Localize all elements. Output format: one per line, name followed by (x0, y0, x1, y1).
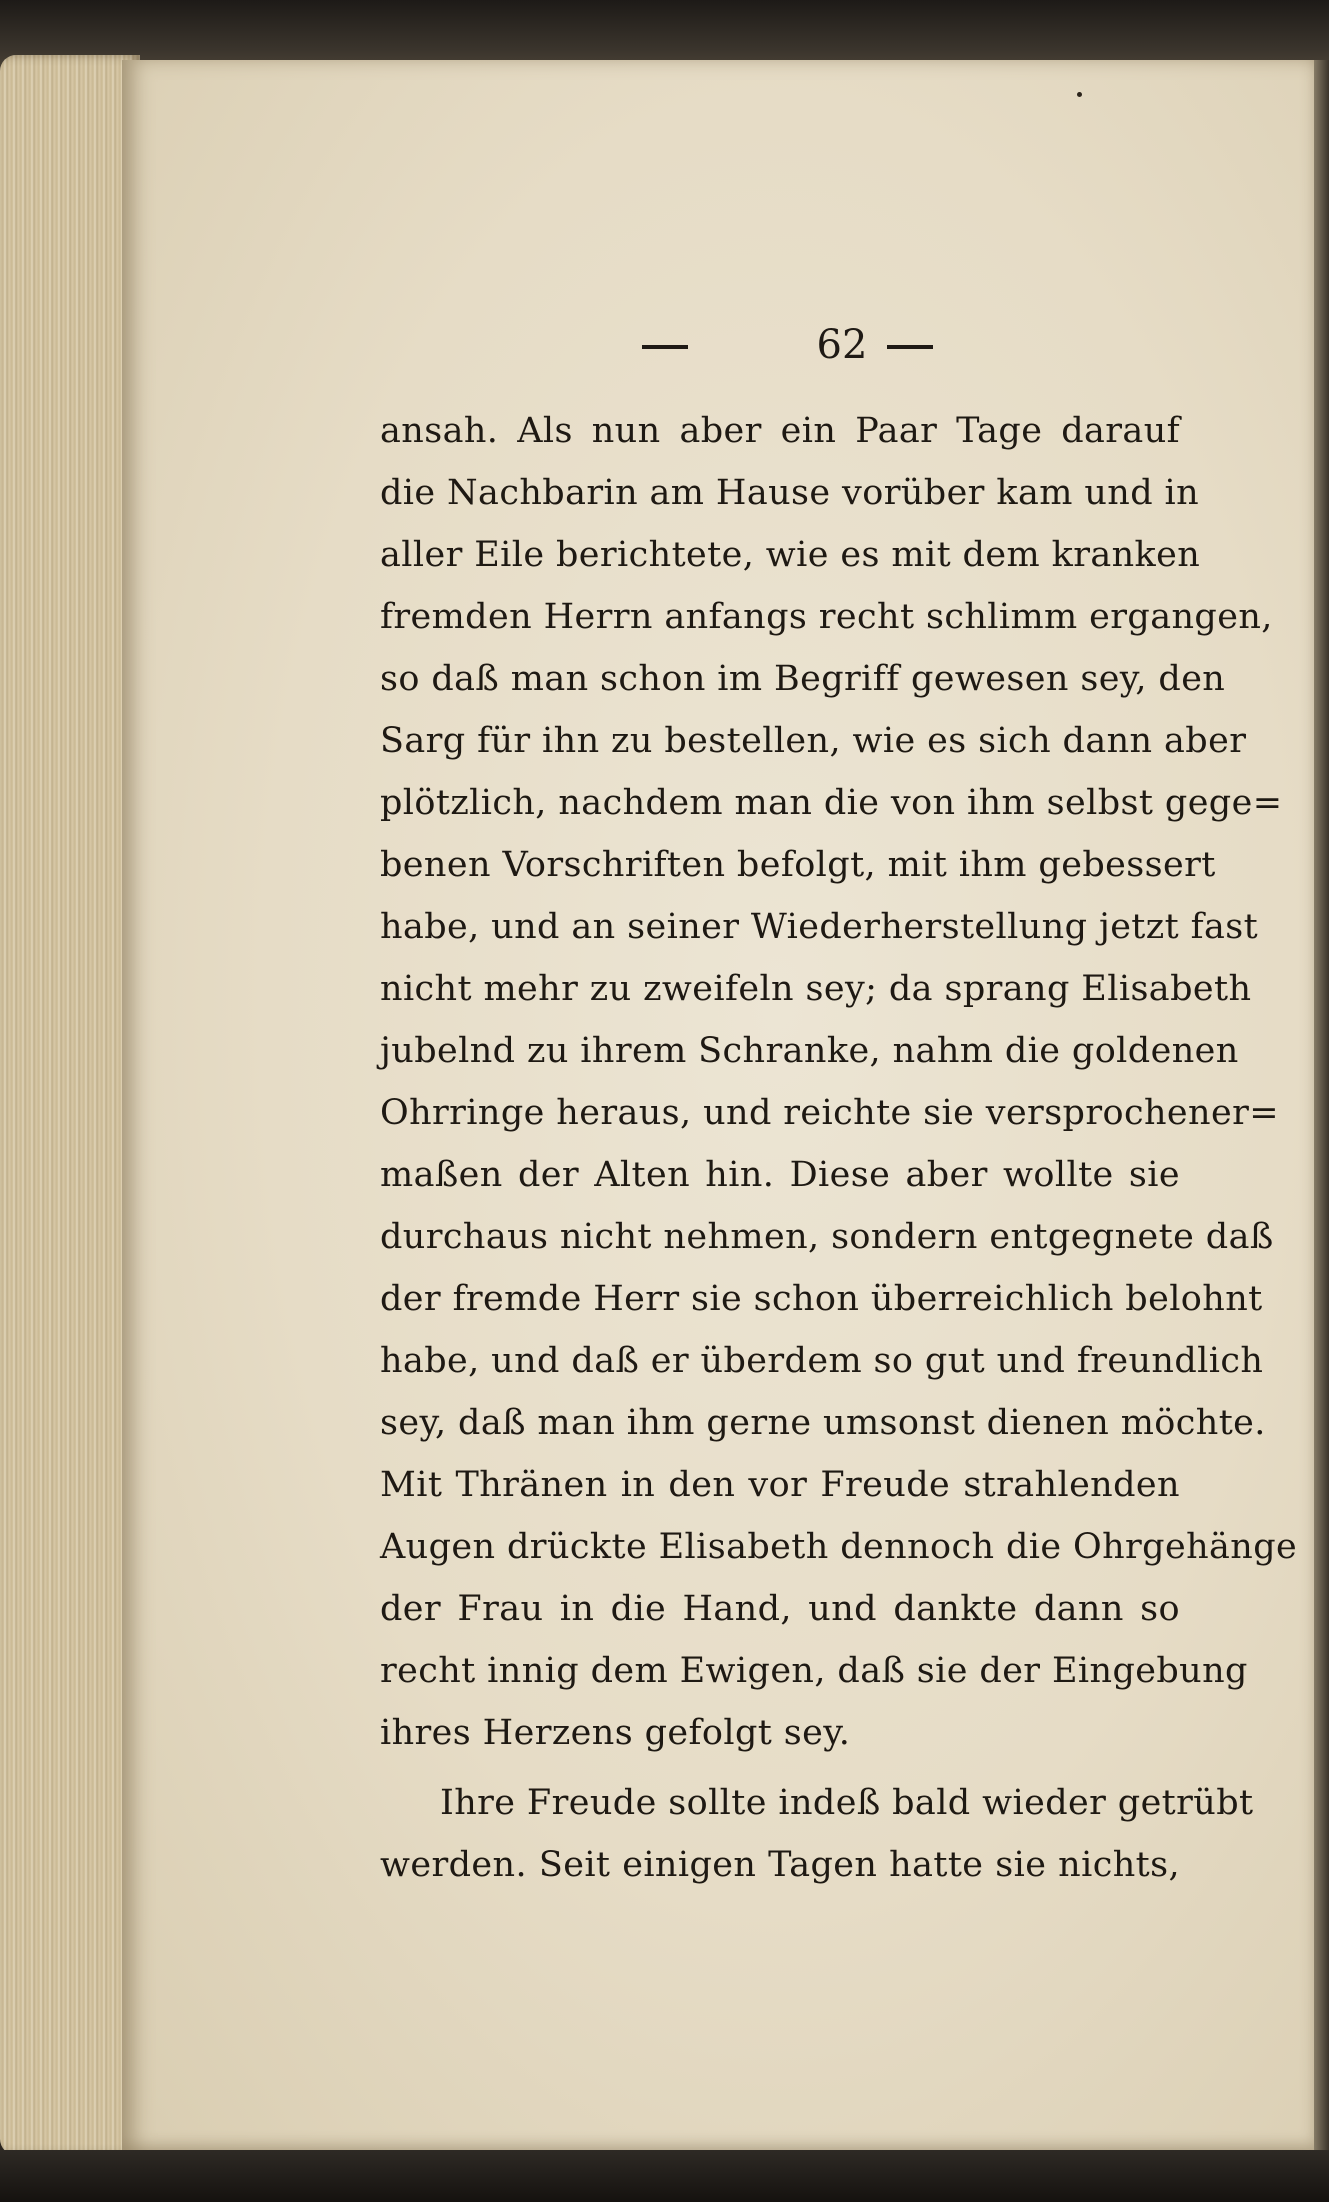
text-line: so daß man schon im Begriff gewesen sey, den (380, 659, 1226, 699)
paragraph-gap (380, 1764, 1180, 1772)
text-line: Augen drückte Elisabeth dennoch die Ohrgehänge (380, 1527, 1298, 1567)
text-line: aller Eile berichtete, wie es mit dem kranken (380, 535, 1201, 575)
text-line: ansah. Als nun aber ein Paar Tage darauf (380, 411, 1180, 451)
page-header (122, 315, 1314, 375)
text-line: habe, und daß er überdem so gut und freundlich (380, 1341, 1264, 1381)
text-line: fremden Herrn anfangs recht schlimm ergangen, (380, 597, 1273, 637)
text-line: der fremde Herr sie schon überreichlich belohnt (380, 1279, 1263, 1319)
left-dash (642, 345, 688, 349)
text-line-paragraph-start: Ihre Freude sollte indeß bald wieder getrübt (440, 1783, 1254, 1823)
text-line: der Frau in die Hand, und dankte dann so (380, 1589, 1180, 1629)
text-line: plötzlich, nachdem man die von ihm selbst gege= (380, 783, 1283, 823)
page-number: 62 (816, 322, 868, 368)
text-line: Sarg für ihn zu bestellen, wie es sich dann aber (380, 721, 1247, 761)
text-line: habe, und an seiner Wiederherstellung jetzt fast (380, 907, 1259, 947)
ink-speck (1077, 92, 1082, 97)
text-line: sey, daß man ihm gerne umsonst dienen möchte. (380, 1403, 1266, 1443)
text-line-paragraph-end: ihres Herzens gefolgt sey. (380, 1713, 851, 1753)
text-line: Mit Thränen in den vor Freude strahlenden (380, 1465, 1180, 1505)
book-page (122, 60, 1314, 2155)
right-dash (887, 345, 933, 349)
book-bottom-shadow (0, 2150, 1329, 2202)
text-line: recht innig dem Ewigen, daß sie der Eingebung (380, 1651, 1248, 1691)
text-line: werden. Seit einigen Tagen hatte sie nichts, (380, 1845, 1180, 1885)
text-line: die Nachbarin am Hause vorüber kam und in (380, 473, 1200, 513)
text-line: Ohrringe heraus, und reichte sie versprochener= (380, 1093, 1279, 1133)
text-line: durchaus nicht nehmen, sondern entgegnete daß (380, 1217, 1274, 1257)
text-line: maßen der Alten hin. Diese aber wollte sie (380, 1155, 1180, 1195)
text-line: nicht mehr zu zweifeln sey; da sprang Elisabeth (380, 969, 1252, 1009)
text-line: benen Vorschriften befolgt, mit ihm gebessert (380, 845, 1216, 885)
text-line: jubelnd zu ihrem Schranke, nahm die goldenen (380, 1031, 1239, 1071)
body-text (380, 400, 1298, 1896)
page-edges (0, 55, 140, 2155)
